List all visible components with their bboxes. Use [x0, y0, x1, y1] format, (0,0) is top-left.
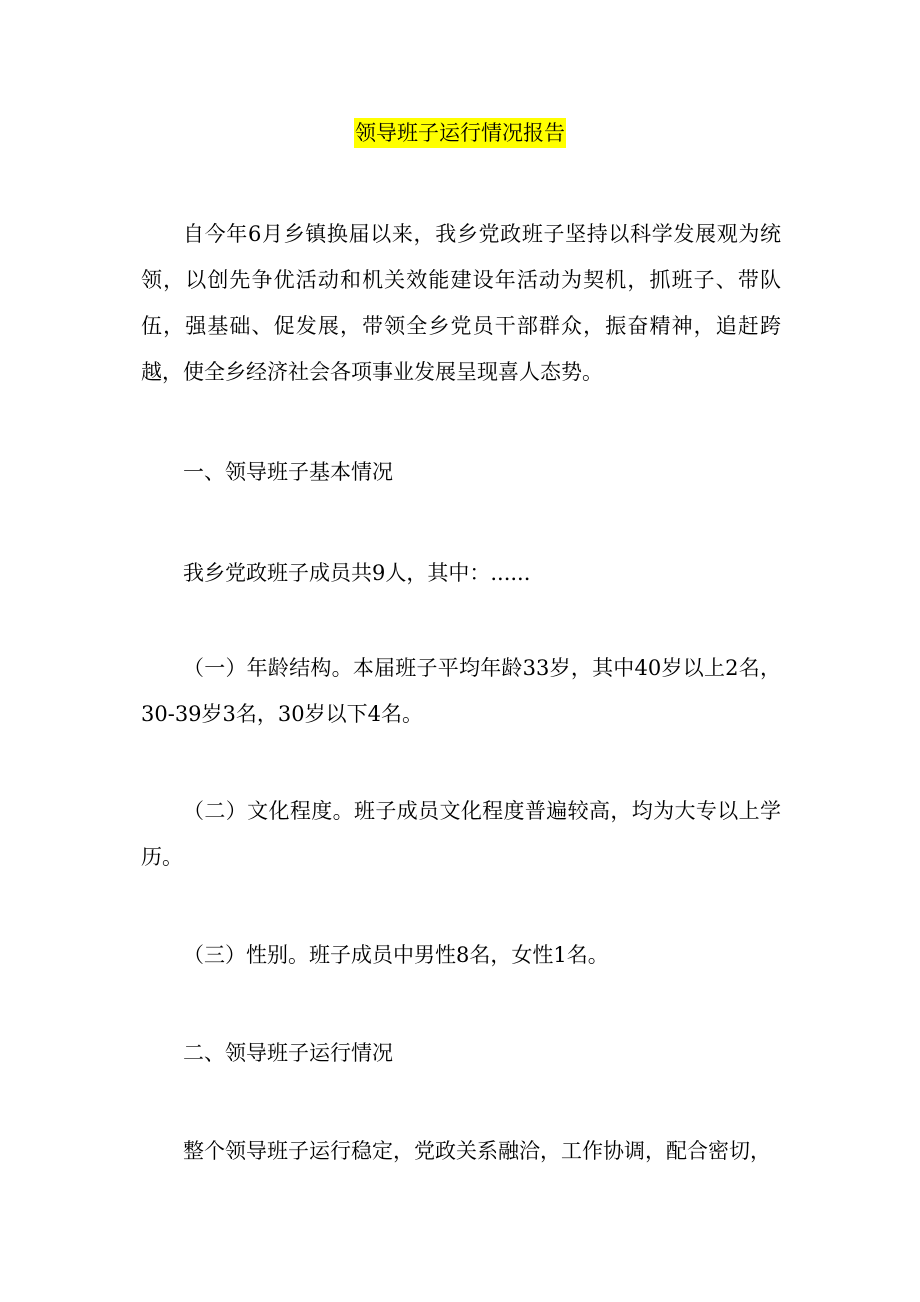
paragraph-members: 我乡党政班子成员共9人，其中：......: [183, 561, 531, 585]
paragraph-operation: 整个领导班子运行稳定，党政关系融洽，工作协调，配合密切，: [183, 1139, 771, 1163]
section-heading-2: 二、领导班子运行情况: [183, 1041, 393, 1065]
paragraph-intro: 自今年6月乡镇换届以来，我乡党政班子坚持以科学发展观为统领，以创先争优活动和机关效能建设年活动为契机，抓班子、带队伍，强基础、促发展，带领全乡党员干部群众，振奋精神，追赶跨越，使全乡经济社会各项事业发展呈现喜人态势。: [141, 222, 781, 384]
title-container: [0, 118, 920, 148]
paragraph-age-structure: （一）年龄结构。本届班子平均年龄33岁，其中40岁以上2名，30-39岁3名，30岁以下4名。: [141, 656, 781, 726]
section-heading-1: 一、领导班子基本情况: [183, 460, 393, 484]
document-title: 领导班子运行情况报告: [354, 118, 566, 148]
paragraph-education: （二）文化程度。班子成员文化程度普遍较高，均为大专以上学历。: [141, 799, 781, 869]
paragraph-gender: （三）性别。班子成员中男性8名，女性1名。: [183, 943, 609, 967]
